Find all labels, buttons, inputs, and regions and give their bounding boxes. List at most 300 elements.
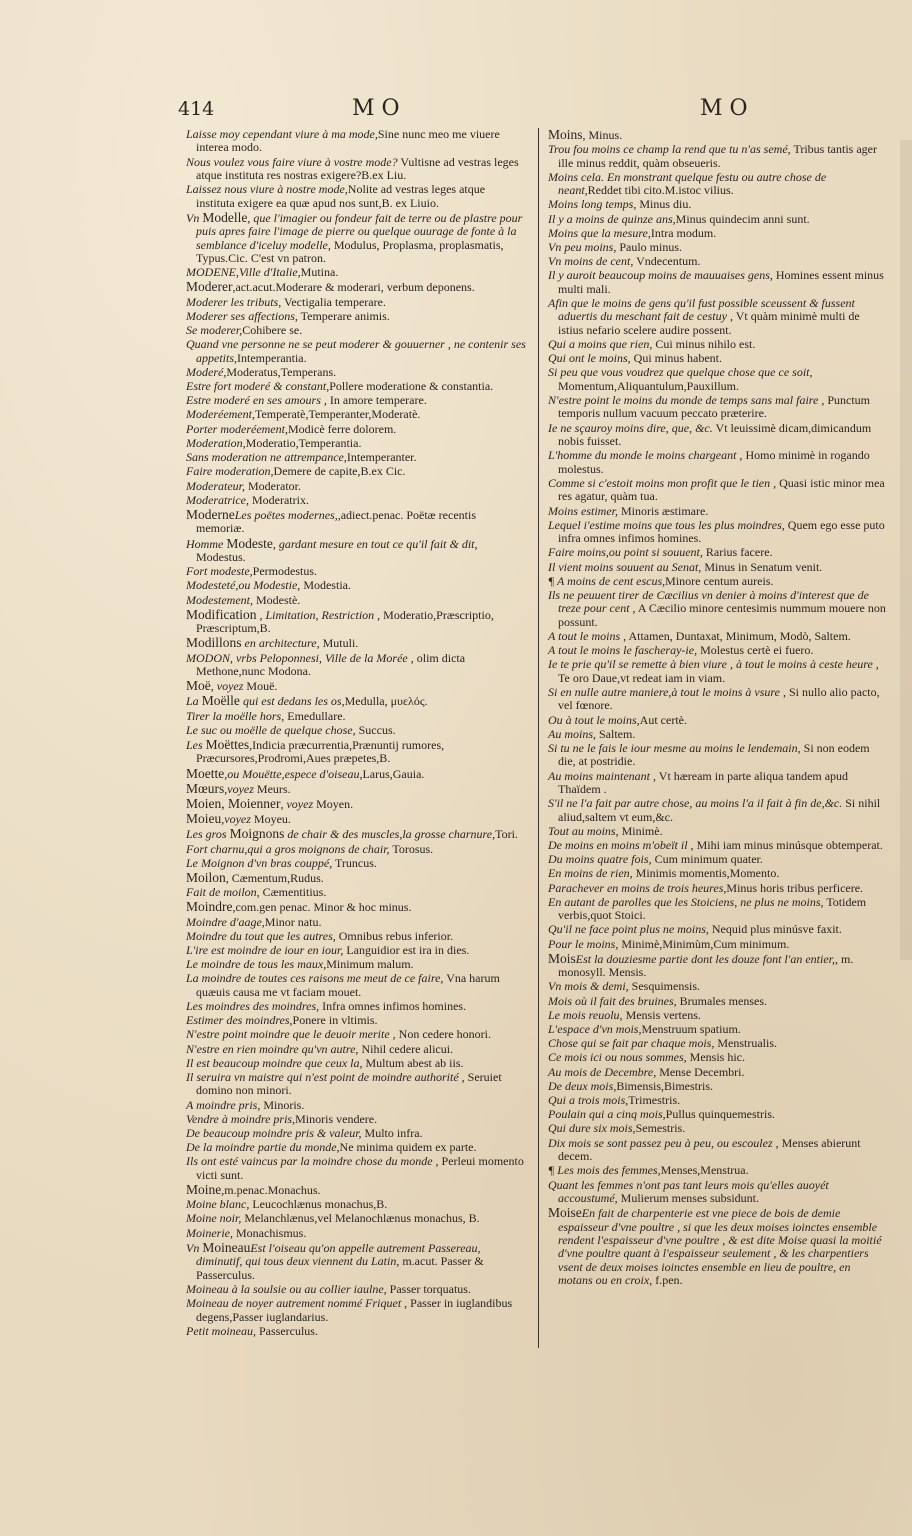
- latin-text: Mensis vertens.: [622, 1007, 701, 1022]
- french-text: Estre fort moderé & constant,: [186, 379, 330, 394]
- right-column: [548, 128, 888, 1288]
- french-text: Moins cela. En monstrant quelque festu ou autre chose de neant,: [548, 169, 827, 198]
- dictionary-entry: [186, 652, 526, 679]
- dictionary-entry: [186, 916, 526, 929]
- french-text: Les moindres des moindres,: [186, 999, 320, 1014]
- dictionary-entry: [186, 1057, 526, 1070]
- latin-text: Homines essent minus multi mali.: [558, 268, 884, 296]
- latin-text: Intemperantia.: [237, 350, 307, 365]
- latin-text: Minimum malum.: [326, 957, 414, 972]
- dictionary-entry: [548, 269, 888, 296]
- dictionary-entry: [186, 710, 526, 723]
- french-text: Vendre à moindre pris,: [186, 1111, 296, 1126]
- french-text: L'ire est moindre de iour en iour,: [186, 943, 344, 958]
- french-text: qui est dedans les os,: [239, 694, 345, 709]
- latin-text: Modestia.: [300, 578, 351, 593]
- french-text: La: [186, 694, 202, 709]
- french-text: La moindre de toutes ces raisons me meut de ce faire,: [186, 971, 444, 986]
- latin-text: Minus diu.: [636, 197, 692, 212]
- dictionary-entry: [186, 480, 526, 493]
- french-text: Moins estimer,: [548, 503, 618, 518]
- french-text: Est la douziesme partie dont les douze font l'an entier,: [575, 951, 835, 966]
- dictionary-entry: [548, 853, 888, 866]
- latin-text: Minus in Senatum venit.: [701, 559, 823, 574]
- latin-text: Perleui momento victi sunt.: [196, 1154, 524, 1182]
- dictionary-entry: [548, 1051, 888, 1064]
- latin-text: Homo minimè in rogando molestus.: [558, 448, 870, 476]
- latin-text: Moyeu.: [250, 812, 291, 827]
- dictionary-entry: [186, 1183, 526, 1197]
- dictionary-entry: [186, 797, 526, 811]
- dictionary-entry: [186, 1227, 526, 1240]
- latin-text: ,act.acut.Moderare & moderari, verbum deponens.: [232, 280, 475, 295]
- french-text: Homme: [186, 536, 227, 551]
- french-text: Moderation,: [186, 435, 246, 450]
- dictionary-entry: [186, 1071, 526, 1098]
- french-text: Il est beaucoup moindre que ceux la,: [186, 1055, 363, 1070]
- dictionary-entry: [186, 465, 526, 478]
- dictionary-entry: [186, 266, 526, 279]
- latin-text: Moderator.: [245, 478, 301, 493]
- dictionary-entry: [548, 422, 888, 449]
- latin-text: Saltem.: [596, 726, 636, 741]
- left-column: [186, 128, 526, 1339]
- dictionary-entry: [548, 352, 888, 365]
- french-text: Ce mois ici ou nous sommes,: [548, 1050, 687, 1065]
- latin-text: Modicè ferre dolorem.: [287, 421, 397, 436]
- latin-text: Demere de capite,B.ex Cic.: [273, 464, 406, 479]
- latin-text: Modulus, Proplasma, proplasmatis, Typus.Cic. C'est vn patron.: [196, 237, 504, 266]
- french-text: S'il ne l'a fait par autre chose, au moins l'a il fait à fin de,&c.: [548, 796, 843, 811]
- dictionary-entry: [186, 579, 526, 592]
- dictionary-entry: [548, 394, 888, 421]
- french-text: Vn: [186, 1240, 203, 1255]
- headword: Moilon: [186, 870, 226, 885]
- french-text: Le Moignon d'vn bras couppé,: [186, 855, 333, 870]
- dictionary-entry: [186, 1155, 526, 1182]
- latin-text: Permodestus.: [252, 564, 317, 579]
- dictionary-entry: [548, 213, 888, 226]
- latin-text: A Cæcilio minore centesimis nummum mouere non possunt.: [558, 601, 886, 629]
- dictionary-entry: [186, 972, 526, 999]
- headword: Moieu: [186, 811, 222, 827]
- dictionary-entry: [186, 636, 526, 650]
- latin-text: , f.pen.: [649, 1273, 683, 1288]
- french-text: Vn: [186, 210, 203, 225]
- dictionary-entry: [186, 394, 526, 407]
- dictionary-entry: [186, 900, 526, 914]
- dictionary-entry: [186, 724, 526, 737]
- french-text: L'homme du monde le moins chargeant ,: [548, 448, 743, 463]
- dictionary-entry: [548, 658, 888, 685]
- dictionary-entry: [548, 938, 888, 951]
- french-text: Trou fou moins ce champ la rend que tu n'as semé,: [548, 142, 791, 157]
- dictionary-entry: [548, 1023, 888, 1036]
- dictionary-entry: [186, 338, 526, 365]
- french-text: Laissez nous viure à nostre mode,: [186, 182, 348, 197]
- dictionary-entry: [548, 227, 888, 240]
- headword: Modification: [186, 606, 257, 622]
- french-text: Comme si c'estoit moins mon profit que le tien ,: [548, 475, 777, 490]
- page-header: [0, 98, 912, 124]
- headword: Moëlle: [201, 693, 240, 709]
- dictionary-entry: [186, 1325, 526, 1338]
- french-text: , Limitation, Restriction ,: [256, 607, 381, 622]
- french-text: N'estre point moindre que le deuoir merite ,: [186, 1027, 396, 1042]
- dictionary-entry: [548, 1122, 888, 1135]
- latin-text: Intra modum.: [650, 225, 717, 240]
- dictionary-entry: [186, 1198, 526, 1211]
- headword: Moien, Moienner: [186, 795, 281, 811]
- french-text: en architecture,: [241, 636, 320, 651]
- dictionary-entry: [548, 1080, 888, 1093]
- french-text: Il vient moins souuent au Senat,: [548, 559, 702, 574]
- french-text: Poulain qui a cinq mois,: [548, 1107, 666, 1122]
- french-text: Moins que la mesure,: [548, 225, 651, 240]
- latin-text: Trimestris.: [628, 1093, 681, 1108]
- latin-text: Pollere moderatione & constantia.: [329, 379, 494, 394]
- dictionary-entry: [548, 797, 888, 824]
- french-text: Modestement,: [186, 592, 253, 607]
- french-text: Ils ne peuuent tirer de Cæcilius vn denier à moins d'interest que de treze pour cent ,: [548, 587, 869, 616]
- dictionary-entry: [548, 589, 888, 629]
- french-text: Faire moins,ou point si souuent,: [548, 545, 703, 560]
- dictionary-entry: [186, 944, 526, 957]
- french-text: Qu'il ne face point plus ne moins,: [548, 922, 709, 937]
- dictionary-entry: [186, 843, 526, 856]
- latin-text: Non cedere honori.: [395, 1027, 491, 1042]
- french-text: Le mois reuolu,: [548, 1007, 623, 1022]
- french-text: Du moins quatre fois,: [548, 852, 652, 867]
- latin-text: Vna harum quæuis causa me vt faciam mouet.: [196, 971, 500, 999]
- latin-text: ,adiect.penac.: [337, 507, 407, 522]
- latin-text: Mensis hic.: [686, 1050, 746, 1065]
- french-text: Au moins,: [548, 726, 596, 741]
- french-text: Laisse moy cependant viure à ma mode,: [186, 127, 378, 141]
- dictionary-entry: [186, 1113, 526, 1126]
- french-text: Moine blanc,: [186, 1197, 250, 1212]
- french-text: Parachever en moins de trois heures,: [548, 880, 727, 895]
- french-text: MODENE,Ville d'Italie,: [186, 265, 301, 280]
- latin-text: Molestus certè ei fuero.: [697, 643, 814, 658]
- french-text: Le suc ou moëlle de quelque chose,: [186, 722, 356, 737]
- dictionary-entry: [548, 770, 888, 797]
- dictionary-entry: [186, 1099, 526, 1112]
- dictionary-entry: [186, 408, 526, 421]
- dictionary-entry: [186, 128, 526, 155]
- french-text: Lequel i'estime moins que tous les plus moindres,: [548, 517, 785, 532]
- dictionary-entry: [186, 451, 526, 464]
- latin-text: Multo infra.: [361, 1126, 423, 1141]
- latin-text: Qui minus habent.: [630, 351, 722, 366]
- french-text: , voyez: [280, 796, 314, 811]
- french-text: Si en nulle autre maniere,à tout le moins à vsure ,: [548, 684, 786, 699]
- french-text: Moins long temps,: [548, 197, 637, 212]
- french-text: Moineau de noyer autrement nommé Friquet ,: [186, 1296, 408, 1311]
- french-text: Moderateur,: [186, 478, 245, 493]
- latin-text: Bimensis,Bimestris.: [616, 1078, 714, 1093]
- latin-text: Vndecentum.: [633, 254, 701, 269]
- latin-text: Menses abierunt decem.: [558, 1135, 861, 1164]
- headword: Mois: [548, 950, 576, 966]
- dictionary-entry: [186, 594, 526, 607]
- facing-page-edge: [900, 140, 912, 960]
- latin-text: , Minus.: [582, 128, 623, 142]
- latin-text: ,Indicia præcurrentia,Prænuntij rumores, Præcursores,Prodromi,Aues præpetes,B.: [196, 737, 445, 766]
- french-text: Quand vne personne ne se peut moderer & gouuerner , ne contenir ses appetits,: [186, 337, 526, 365]
- dictionary-entry: [548, 1009, 888, 1022]
- french-text: Pour le moins,: [548, 936, 619, 951]
- latin-text: Mutina.: [300, 265, 339, 280]
- dictionary-entry: [548, 241, 888, 254]
- headword: Moëttes: [205, 736, 250, 752]
- french-text: N'estre point le moins du monde de temps sans mal faire ,: [548, 393, 825, 408]
- headword: Moindre: [186, 899, 233, 915]
- french-text: Dix mois se sont passez peu à peu, ou escoulez ,: [548, 1135, 779, 1150]
- dictionary-entry: [548, 839, 888, 852]
- latin-text: Succus.: [355, 722, 396, 737]
- french-text: ¶ A moins de cent escus,: [548, 573, 666, 588]
- latin-text: Vt leuissimè dicam,dimicandum nobis fuisset.: [558, 420, 872, 449]
- latin-text: Intemperanter.: [346, 450, 417, 465]
- latin-text: , m.acut.: [396, 1254, 441, 1269]
- french-text: Moderatrice,: [186, 492, 249, 507]
- dictionary-entry: [548, 742, 888, 769]
- latin-text: Tribus tantis ager ille minus reddit, quàm obseueris.: [558, 142, 877, 170]
- dictionary-entry: [186, 324, 526, 337]
- headword: Moineau: [202, 1239, 251, 1255]
- latin-text: Nihil cedere alicui.: [358, 1041, 454, 1056]
- french-text: Petit moineau,: [186, 1323, 256, 1338]
- dictionary-entry: [186, 930, 526, 943]
- dictionary-entry: [186, 1283, 526, 1296]
- dictionary-entry: [548, 366, 888, 393]
- dictionary-entry: [186, 1014, 526, 1027]
- latin-text: Momentum,Aliquantulum,Pauxillum.: [558, 378, 739, 393]
- french-text: Les: [186, 737, 206, 752]
- french-text: , voyez: [210, 679, 244, 694]
- headword: Moignons: [229, 826, 285, 842]
- latin-text: In amore temperare.: [326, 393, 427, 408]
- latin-text: Minimè,Minimùm,Cum minimum.: [618, 936, 790, 951]
- dictionary-entry: [186, 1212, 526, 1225]
- french-text: Moine noir,: [186, 1211, 242, 1226]
- latin-text: Paulo minus.: [616, 240, 682, 255]
- dictionary-entry: [186, 1241, 526, 1282]
- headword: Modeste: [226, 535, 273, 551]
- dictionary-entry: [548, 1206, 888, 1287]
- latin-text: Mouë.: [243, 679, 278, 694]
- latin-text: Minoris.: [260, 1097, 305, 1112]
- dictionary-entry: [186, 767, 526, 781]
- french-text: Estimer des moindres,: [186, 1013, 293, 1028]
- headword: Moë: [186, 678, 211, 694]
- latin-text: Truncus.: [332, 855, 377, 870]
- headword: Modelle: [202, 209, 248, 225]
- dictionary-entry: [186, 508, 526, 536]
- french-text: Sans moderation ne attrempance,: [186, 450, 347, 465]
- french-text: Moindre d'aage,: [186, 914, 265, 929]
- latin-text: Pullus quinquemestris.: [665, 1107, 776, 1122]
- headword: Moine: [186, 1182, 222, 1198]
- french-text: Au moins maintenant ,: [548, 768, 656, 783]
- french-text: A tout le moins ,: [548, 628, 627, 643]
- dictionary-entry: [548, 882, 888, 895]
- french-text: Moineau à la soulsie ou au collier iaulne,: [186, 1281, 387, 1296]
- dictionary-entry: [186, 183, 526, 210]
- latin-text: Moderatrix.: [248, 492, 309, 507]
- dictionary-entry: [186, 857, 526, 870]
- latin-text: Passer torquatus.: [386, 1281, 471, 1296]
- latin-text: Menstruum spatium.: [641, 1022, 741, 1037]
- latin-text: Vt hæream in parte aliqua tandem apud Thaïdem .: [558, 768, 849, 796]
- french-text: Les poëtes modernes,: [234, 507, 338, 522]
- latin-text: Tori.: [495, 827, 518, 842]
- dictionary-entry: [186, 494, 526, 507]
- french-text: En moins de rien,: [548, 866, 633, 881]
- dictionary-entry: [548, 825, 888, 838]
- dictionary-entry: [186, 679, 526, 693]
- dictionary-entry: [186, 1297, 526, 1324]
- latin-text: Punctum temporis nullum vacuum peccato præterire.: [558, 393, 870, 421]
- french-text: De moins en moins m'obeït il ,: [548, 838, 694, 853]
- french-text: Modesteté,ou Modestie,: [186, 578, 301, 593]
- dictionary-entry: [186, 812, 526, 826]
- dictionary-entry: [548, 297, 888, 337]
- french-text: Quant les femmes n'ont pas tant leurs mois qu'elles auoyét accoustumé,: [548, 1177, 829, 1205]
- french-text: Qui a trois mois,: [548, 1093, 629, 1108]
- dictionary-entry: [186, 958, 526, 971]
- latin-text: Moderatio,Præscriptio, Præscriptum,B.: [196, 607, 494, 636]
- french-text: , que l'imagier ou fondeur fait de terre ou de plastre pour puis apres faire l'image de pierre ou quelque ouurage de fonte à la semblance d'iceluy modelle,: [196, 210, 523, 252]
- french-text: Ie ne sçauroy moins dire, que, &c.: [548, 420, 713, 435]
- dictionary-entry: [186, 310, 526, 323]
- french-text: Il seruira vn maistre qui n'est point de moindre authorité ,: [186, 1070, 465, 1085]
- latin-text: Cui minus nihilo est.: [652, 337, 756, 352]
- dictionary-entry: [548, 980, 888, 993]
- latin-text: Melanchlænus,vel Melanochlænus monachus, B.: [241, 1211, 480, 1226]
- column-divider: [538, 128, 539, 1348]
- french-text: Est l'oiseau qu'on appelle autrement Passereau, diminutif, qui tous deux viennent du Latin: [196, 1240, 481, 1269]
- latin-text: Si nihil aliud,saltem vt eum,&c.: [558, 796, 881, 824]
- dictionary-entry: [548, 1037, 888, 1050]
- french-text: Moderé,: [186, 364, 227, 379]
- latin-text: Totidem verbis,quot Stoici.: [558, 894, 867, 923]
- dictionary-entry: [548, 128, 888, 142]
- latin-text: Minoris vendere.: [295, 1111, 378, 1126]
- french-text: Vn mois & demi,: [548, 979, 629, 994]
- latin-text: Minimè.: [618, 823, 663, 838]
- latin-text: Sesquimensis.: [628, 979, 701, 994]
- french-text: Moderer les tributs,: [186, 294, 282, 309]
- dictionary-entry: [186, 366, 526, 379]
- latin-text: Mensis.: [608, 965, 647, 980]
- french-text: Qui dure six mois,: [548, 1121, 636, 1136]
- dictionary-entry: [186, 1000, 526, 1013]
- latin-text: Cæmentitius.: [259, 885, 327, 900]
- french-text: Moderéement,: [186, 407, 255, 422]
- headword: Moise: [548, 1205, 582, 1221]
- latin-text: Mense Decembri.: [656, 1064, 745, 1079]
- latin-text: Si non eodem die, at postridie.: [558, 740, 870, 769]
- dictionary-entry: [548, 952, 888, 980]
- french-text: ¶ Les mois des femmes,: [548, 1163, 661, 1178]
- latin-text: Multum abest ab iis.: [362, 1055, 464, 1070]
- french-text: Vn peu moins,: [548, 240, 617, 255]
- latin-text: Moderatio,Temperantia.: [245, 435, 362, 450]
- latin-text: Reddet tibi cito.M.istoc vilius.: [587, 183, 734, 198]
- dictionary-entry: [186, 1028, 526, 1041]
- latin-text: Menses,Menstrua.: [660, 1163, 749, 1178]
- latin-text: Poëtæ recentis memoriæ.: [196, 507, 476, 536]
- dictionary-entry: [186, 296, 526, 309]
- french-text: N'estre en rien moindre qu'vn autre,: [186, 1041, 359, 1056]
- latin-text: Medulla, μυελός.: [344, 694, 428, 709]
- latin-text: Emedullare.: [284, 708, 346, 723]
- french-text: Moinerie,: [186, 1225, 233, 1240]
- latin-text: Larus,Gauia.: [362, 766, 425, 781]
- headword: Modillons: [186, 635, 242, 651]
- french-text: ,ou Mouëtte,espece d'oiseau,: [224, 766, 363, 781]
- latin-text: Seruiet domino non minori.: [196, 1070, 502, 1098]
- dictionary-entry: [548, 546, 888, 559]
- latin-text: Quasi istic minor mea res agatur, quàm tua.: [558, 475, 885, 504]
- french-text: Se moderer,: [186, 323, 243, 338]
- latin-text: Cum minimum quater.: [651, 852, 763, 867]
- dictionary-entry: [548, 644, 888, 657]
- latin-text: olim dicta Methone,nunc Modona.: [196, 650, 466, 678]
- french-text: Fort modeste,: [186, 564, 253, 579]
- dictionary-entry: [186, 694, 526, 708]
- latin-text: Quem ego esse puto infra omnes infimos homines.: [558, 517, 885, 546]
- dictionary-entry: [186, 211, 526, 266]
- latin-text: Ne minima quidem ex parte.: [339, 1140, 477, 1155]
- latin-text: Torosus.: [389, 841, 434, 856]
- french-text: Tirer la moëlle hors,: [186, 708, 285, 723]
- running-head-left: MO: [352, 96, 407, 121]
- french-text: Ou à tout le moins,: [548, 712, 640, 727]
- latin-text: Minore centum aureis.: [665, 573, 774, 588]
- latin-text: Sine nunc meo me viuere interea modo.: [196, 127, 500, 155]
- dictionary-entry: [548, 143, 888, 170]
- latin-text: Semestris.: [635, 1121, 686, 1136]
- dictionary-entry: [548, 575, 888, 588]
- latin-text: Mihi iam minus minúsque obtemperat.: [693, 838, 883, 853]
- dictionary-entry: [186, 537, 526, 565]
- french-text: Porter moderéement,: [186, 421, 288, 436]
- french-text: Moderer ses affections,: [186, 308, 298, 323]
- latin-text: Moyen.: [313, 796, 354, 811]
- latin-text: Attamen, Duntaxat, Minimum, Modò, Saltem.: [626, 628, 851, 643]
- latin-text: Rarius facere.: [702, 545, 773, 560]
- dictionary-entry: [186, 782, 526, 796]
- dictionary-entry: [548, 338, 888, 351]
- latin-text: , Cæmentum,Rudus.: [225, 871, 324, 885]
- latin-text: Mutuli.: [319, 636, 359, 651]
- latin-text: Vt quàm minimè multi de istius nefario scelere audire possent.: [558, 309, 860, 337]
- dictionary-entry: [548, 449, 888, 476]
- latin-text: Minus quindecim anni sunt.: [675, 211, 810, 226]
- latin-text: Minimis momentis,Momento.: [632, 866, 780, 881]
- french-text: ,voyez: [224, 781, 254, 796]
- french-text: Fort charnu,qui a gros moignons de chair,: [186, 841, 390, 856]
- latin-text: Ponere in vltimis.: [292, 1013, 378, 1028]
- latin-text: Modestè.: [252, 592, 301, 607]
- dictionary-entry: [186, 871, 526, 885]
- dictionary-entry: [186, 827, 526, 841]
- dictionary-entry: [548, 1179, 888, 1206]
- french-text: Il y a moins de quinze ans,: [548, 211, 676, 226]
